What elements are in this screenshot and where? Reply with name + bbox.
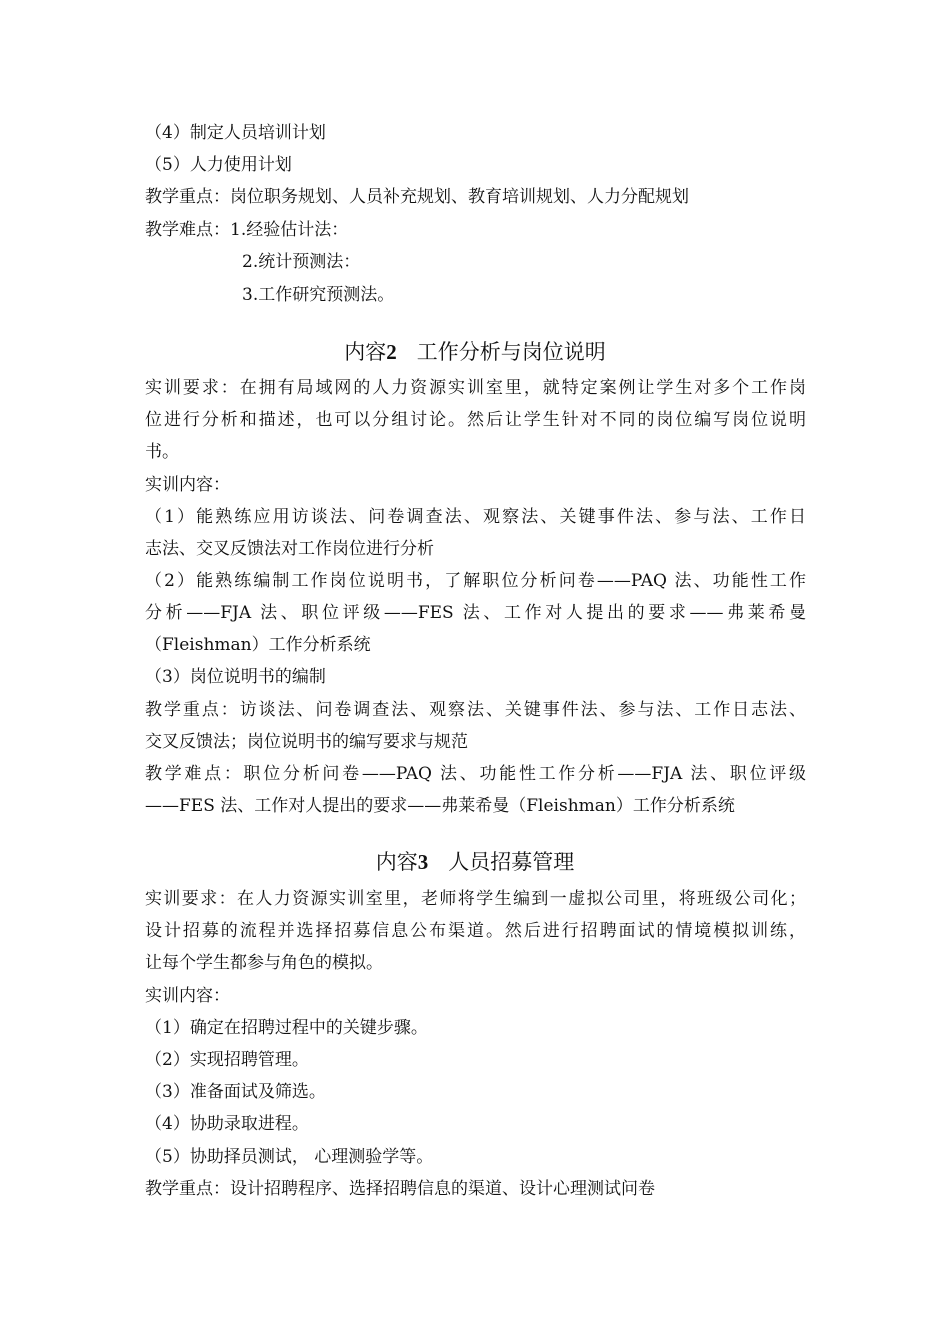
difficulty-item: 3.工作研究预测法。 xyxy=(242,285,395,305)
training-content-label: 实训内容： xyxy=(145,475,230,495)
teaching-difficulties: ——FES 法、工作对人提出的要求——弗莱希曼（Fleishman）工作分析系统 xyxy=(145,796,735,816)
training-requirement: 实训要求：在人力资源实训室里，老师将学生编到一虚拟公司里，将班级公司化； xyxy=(145,889,806,909)
teaching-key-points: 教学重点：岗位职务规划、人员补充规划、教育培训规划、人力分配规划 xyxy=(145,187,689,207)
teaching-difficulties: 教学难点：职位分析问卷——PAQ 法、功能性工作分析——FJA 法、职位评级 xyxy=(145,764,806,784)
training-content: 分析——FJA 法、职位评级——FES 法、工作对人提出的要求——弗莱希曼 xyxy=(145,603,806,623)
heading-title: 人员招募管理 xyxy=(448,850,575,874)
list-item: （4）协助录取进程。 xyxy=(145,1114,309,1134)
training-content: （1）能熟练应用访谈法、问卷调查法、观察法、关键事件法、参与法、工作日 xyxy=(145,507,806,527)
list-item: （2）实现招聘管理。 xyxy=(145,1050,309,1070)
training-requirement: 书。 xyxy=(145,442,179,462)
teaching-key-points: 交叉反馈法；岗位说明书的编写要求与规范 xyxy=(145,732,468,752)
heading-number: 3 xyxy=(417,850,429,874)
training-requirement: 设计招募的流程并选择招募信息公布渠道。然后进行招聘面试的情境模拟训练， xyxy=(145,921,806,941)
teaching-key-points: 教学重点：设计招聘程序、选择招聘信息的渠道、设计心理测试问卷 xyxy=(145,1179,655,1199)
training-content: （Fleishman）工作分析系统 xyxy=(145,635,371,655)
list-item: （1）确定在招聘过程中的关键步骤。 xyxy=(145,1018,428,1038)
heading-number: 2 xyxy=(386,340,397,364)
heading-prefix: 内容 xyxy=(344,340,387,364)
training-requirement: 让每个学生都参与角色的模拟。 xyxy=(145,953,383,973)
difficulty-item: 1.经验估计法： xyxy=(230,220,349,240)
list-item: （4）制定人员培训计划 xyxy=(145,123,326,143)
training-content: 志法、交叉反馈法对工作岗位进行分析 xyxy=(145,539,434,559)
training-requirement: 位进行分析和描述，也可以分组讨论。然后让学生针对不同的岗位编写岗位说明 xyxy=(145,410,806,430)
list-item: （5）协助择员测试， 心理测验学等。 xyxy=(145,1147,434,1167)
teaching-key-points: 教学重点：访谈法、问卷调查法、观察法、关键事件法、参与法、工作日志法、 xyxy=(145,700,806,720)
training-requirement: 实训要求：在拥有局域网的人力资源实训室里，就特定案例让学生对多个工作岗 xyxy=(145,378,806,398)
teaching-difficulty-line xyxy=(145,219,348,241)
list-item: （5）人力使用计划 xyxy=(145,155,292,175)
heading-prefix: 内容 xyxy=(375,850,418,874)
difficulty-label: 教学难点： xyxy=(145,220,230,240)
training-content: （3）岗位说明书的编制 xyxy=(145,667,326,687)
list-item: （3）准备面试及筛选。 xyxy=(145,1082,326,1102)
heading-title: 工作分析与岗位说明 xyxy=(416,340,606,364)
training-content: （2）能熟练编制工作岗位说明书，了解职位分析问卷——PAQ 法、功能性工作 xyxy=(145,571,806,591)
section-heading xyxy=(0,338,950,366)
training-content-label: 实训内容： xyxy=(145,986,230,1006)
difficulty-item: 2.统计预测法： xyxy=(242,252,361,272)
section-heading xyxy=(0,848,950,876)
